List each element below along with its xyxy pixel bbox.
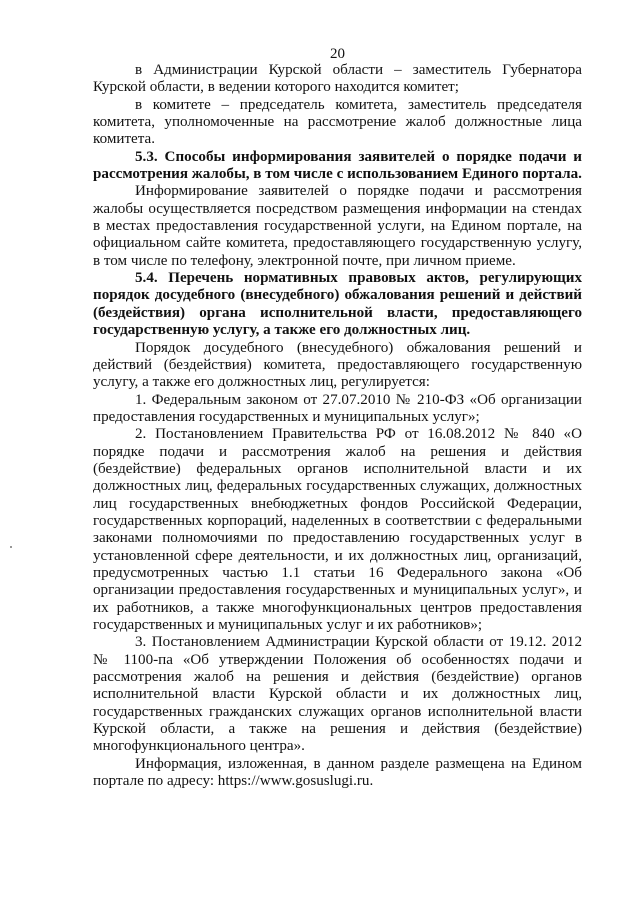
page-number: 20 xyxy=(330,46,345,62)
scan-speck xyxy=(10,546,12,548)
section-heading-5-4: 5.4. Перечень нормативных правовых актов, регулирующих порядок досудебного (внесудебного) обжалования решений и действий (бездействия) органа исполнительной власти, предоставляющего государственную услугу, а также его должностных лиц. xyxy=(93,270,582,339)
list-item-federal-law: 1. Федеральным законом от 27.07.2010 № 210-ФЗ «Об организации предоставления государственных и муниципальных услуг»; xyxy=(93,391,582,425)
list-item-government-resolution: 2. Постановлением Правительства РФ от 16.08.2012 № 840 «О порядке подачи и рассмотрения жалоб на решения и действия (бездействие) федеральных органов исполнительной власти и их должностных лиц, федеральных государственных служащих, должностных лиц государственных внебюджетных фондов Российской Федерации, государственных корпораций, наделенных в соответствии с федеральными законами полномочиями по предоставлению государственных услуг в установленной сфере деятельности, и их должностных лиц, организаций, предусмотренных частью 1.1 статьи 16 Федерального закона «Об организации предоставления государственных и муниципальных услуг», и их работников, а также многофункциональных центров предоставления государственных и муниципальных услуг и их работников»; xyxy=(93,426,582,633)
paragraph-appeal-procedure: Порядок досудебного (внесудебного) обжалования решений и действий (бездействия) комитета, предоставляющего государственную услугу, а также его должностных лиц, регулируется: xyxy=(93,339,582,391)
section-heading-5-3: 5.3. Способы информирования заявителей о порядке подачи и рассмотрения жалобы, в том числе с использованием Единого портала. xyxy=(93,148,582,183)
paragraph-administration-appeal: в Администрации Курской области – заместитель Губернатора Курской области, в ведении которого находится комитет; xyxy=(93,62,582,96)
document-body xyxy=(93,62,582,790)
paragraph-portal-info: Информация, изложенная, в данном разделе размещена на Едином портале по адресу: https://www.gosuslugi.ru. xyxy=(93,755,582,790)
paragraph-informing-applicants: Информирование заявителей о порядке подачи и рассмотрения жалобы осуществляется посредством размещения информации на стендах в местах предоставления государственной услуги, на Едином портале, на официальном сайте комитета, предоставляющего государственную услугу, в том числе по телефону, электронной почте, при личном приеме. xyxy=(93,183,582,269)
paragraph-committee-appeal: в комитете – председатель комитета, заместитель председателя комитета, уполномоченные на рассмотрение жалоб должностные лица комитета. xyxy=(93,96,582,148)
list-item-regional-resolution: 3. Постановлением Администрации Курской области от 19.12. 2012 № 1100-па «Об утверждении Положения об особенностях подачи и рассмотрения жалоб на решения и действия (бездействие) органов исполнительной власти Курской области и их должностных лиц, государственных гражданских служащих органов исполнительной власти Курской области, а также на решения и действия (бездействие) многофункционального центра». xyxy=(93,634,582,755)
